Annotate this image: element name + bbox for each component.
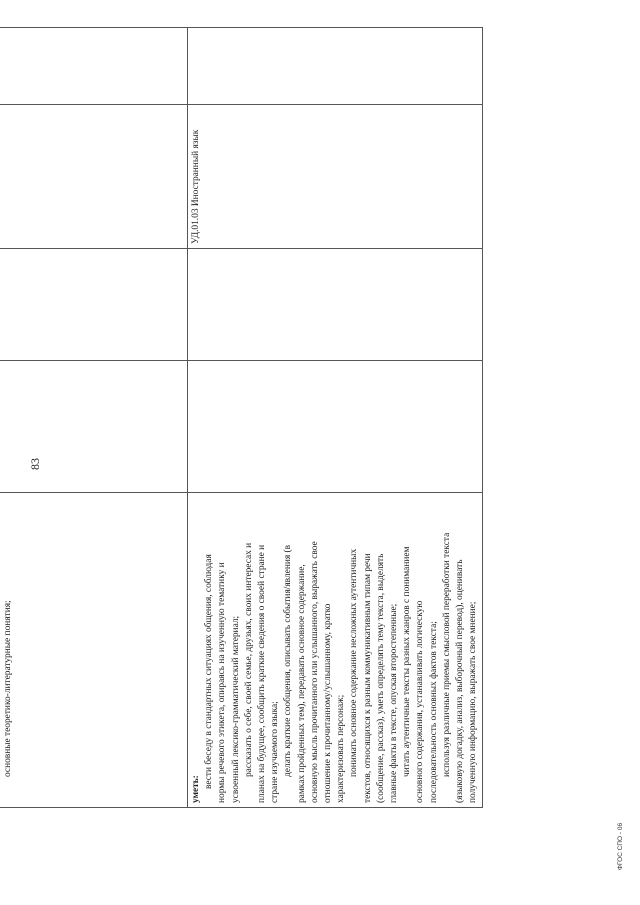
text-line: рассказать о себе, своей семье, друзьях, своих интересах и [243,542,254,777]
text-line: последовательность основных фактов текста; [428,621,439,803]
text-line: нормы речевого этикета, опираясь на изученную тематику и [217,562,228,803]
requirements-text [190,497,480,803]
table-row [188,28,483,808]
text-line: читать аутентичные тексты разных жанров с пониманием [402,546,413,777]
text-line: стране изучаемого языка; [270,701,281,803]
table-row [0,28,188,808]
requirements-cell [0,493,188,808]
text-line: усвоенный лексико-грамматический материал; [230,615,241,803]
page-number: 83 [28,458,42,470]
text-line: уметь: [191,775,201,803]
curriculum-table [0,27,483,808]
discipline-code-cell [0,105,188,249]
text-line: используя различные приемы смысловой переработки текста [441,532,452,777]
text-line: (сообщение, рассказ), уметь определять тему текста, выделять [375,553,386,803]
requirements-cell [188,493,483,808]
text-line: основного содержания, устанавливать логическую [415,600,426,803]
text-line: основную мысль прочитанного или услышанного, выражать свое [309,541,320,803]
empty-cell [0,361,188,493]
discipline-code-cell: УД.01.03 Иностранный язык [188,105,483,249]
competencies-cell [0,28,188,105]
text-line: характеризовать персонаж; [336,694,347,803]
text-line: понимать основное содержание несложных аутентичных [349,548,360,777]
empty-cell [0,249,188,361]
empty-cell [188,249,483,361]
rotated-document [0,28,479,808]
text-line: полученную информацию, выражать свое мнение; [468,601,479,803]
footer-code: ФГОС СПО - 06 [617,822,624,870]
requirements-text [0,497,15,803]
text-line: отношение к прочитанному/услышанному, кратко [323,603,334,803]
text-line: вести беседу в стандартных ситуациях общения, соблюдая [204,554,215,789]
text-line: делать краткие сообщения, описывать события/явления (в [283,544,294,777]
text-line: главные факты в тексте, опуская второстепенные; [389,603,400,803]
empty-cell [188,361,483,493]
text-line: (языковую догадку, анализ, выборочный перевод), оценивать [455,559,466,803]
text-line: основные теоретико-литературные понятия; [2,600,13,777]
competencies-cell [188,28,483,105]
text-line: текстов, относящихся к разным коммуникативным типам речи [362,553,373,803]
text-line: планах на будущее, сообщить краткие сведения о своей стране и [257,544,268,803]
text-line: рамках пройденных тем), передавать основное содержание, [296,564,307,803]
